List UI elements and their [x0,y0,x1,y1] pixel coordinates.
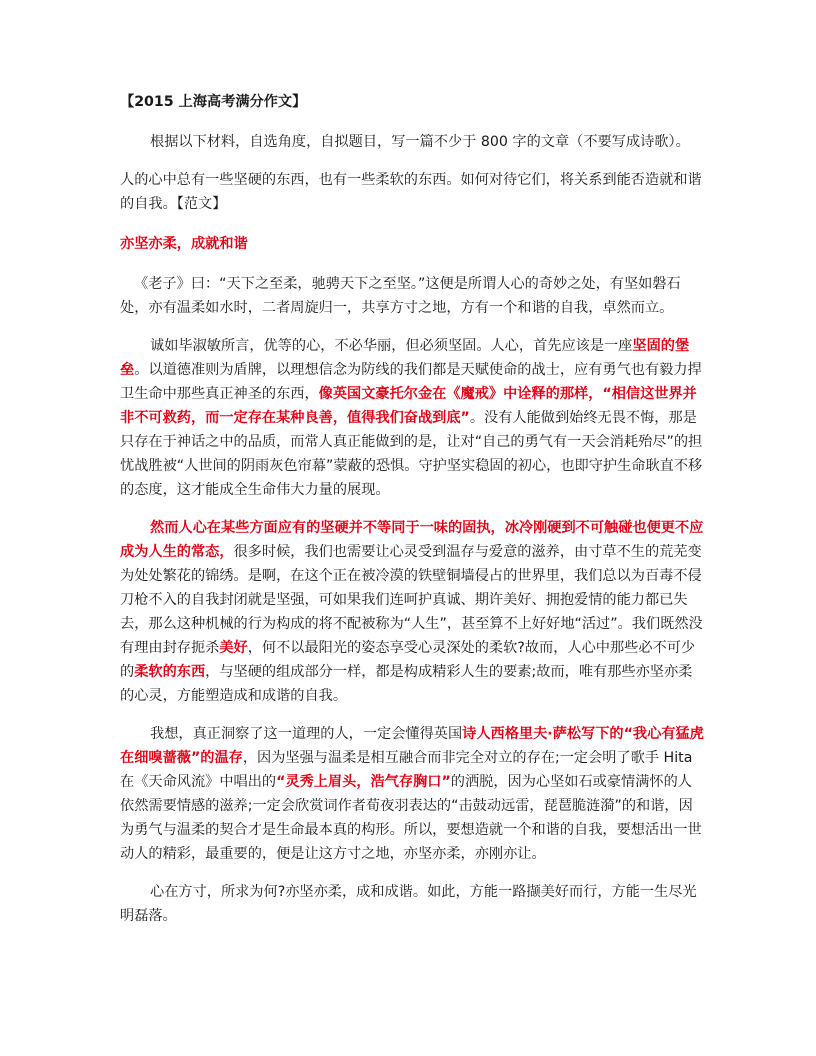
document-page [120,90,706,928]
prompt-instruction: 根据以下材料，自选角度，自拟题目，写一篇不少于 800 字的文章（不要写成诗歌）。 [150,134,690,150]
essay-paragraph-4 [120,722,706,866]
p2-highlight-tolkien: 像英国文豪托尔金在《魔戒》中诠释的那样，“相信这世界并非不可救药，而一定存在某种良善，值得我们奋战到底” [120,386,697,426]
p4-highlight-sassoon: 诗人西格里夫·萨松写下的“我心有猛虎在细嗅蔷薇”的温存 [120,726,704,766]
p2-text-e: 。没有人能做到始终无畏不悔，那是只存在于神话之中的品质，而常人真正能做到的是，让对“自己的勇气有一天会消耗殆尽”的担忧战胜被“人世间的阴雨灰色帘幕”蒙蔽的恐惧。守护坚实稳固的初心，也即守护生命耿直不移的态度，这才能成全生命伟大力量的展现。 [120,410,703,498]
essay-paragraph-1: 《老子》曰：“天下之至柔，驰骋天下之至坚。”这便是所谓人心的奇妙之处，有坚如磐石处，亦有温柔如水时，二者周旋归一，共享方寸之地，方有一个和谐的自我，卓然而立。 [120,276,681,316]
p2-text-c: 。以道德准则为盾牌，以理想信念为防线的我们都是天赋使命的战士，应有勇气也有毅力捍卫生命中那些真正神圣的东西， [120,362,702,402]
p3-text-b: 很多时候，我们也需要让心灵受到温存与爱意的滋养，由寸草不生的荒芜变为处处繁花的锦绣。是啊，在这个正在被冷漠的铁壁铜墙侵占的世界里，我们总以为百毒不侵刀枪不入的自我封闭就是坚强，可如果我们连呵护真诚、期许美好、拥抱爱情的能力都已失去，那么这种机械的行为构成的将不配被称为“人生”，甚至算不上好好地“活过”。我们既然没有理由封存扼杀 [120,544,703,656]
p2-text-a: 诚如毕淑敏所言，优等的心，不必华丽，但必须坚固。人心，首先应该是一座 [150,338,633,354]
essay-paragraph-2 [120,334,706,502]
essay-paragraph-3 [120,516,706,708]
p3-highlight-beauty: 美好 [219,640,248,656]
p4-text-a: 我想，真正洞察了这一道理的人，一定会懂得英国 [150,726,463,742]
p2-highlight-fortress: 坚固的堡垒 [120,338,690,378]
prompt-material: 人的心中总有一些坚硬的东西，也有一些柔软的东西。如何对待它们，将关系到能否造就和谐的自我。【范文】 [120,172,702,212]
p3-highlight-thesis: 然而人心在某些方面应有的坚硬并不等同于一味的固执，冰冷刚硬到不可触碰也便更不应成为人生的常态， [120,520,704,560]
p3-text-f: ，与坚硬的组成部分一样，都是构成精彩人生的要素;故而，唯有那些亦坚亦柔的心灵，方能塑造成和成谐的自我。 [120,664,693,704]
p4-highlight-hita: “灵秀上眉头，浩气存胸口” [276,774,451,790]
p4-text-c: ，因为坚强与温柔是相互融合而非完全对立的存在;一定会明了歌手 Hita 在《天命风流》中唱出的 [120,750,693,790]
p3-highlight-soft: 柔软的东西 [134,664,206,680]
essay-title: 亦坚亦柔，成就和谐 [120,236,248,252]
document-header: 【2015 上海高考满分作文】 [120,94,307,110]
p3-text-d: ，何不以最阳光的姿态享受心灵深处的柔软?故而，人心中那些必不可少的 [120,640,696,680]
p4-text-e: 的洒脱，因为心坚如石或豪情满怀的人依然需要情感的滋养;一定会欣赏词作者荀夜羽表达的“击鼓动远雷，琵琶脆涟漪”的和谐，因为勇气与温柔的契合才是生命最本真的构形。所以，要想造就一个和谐的自我，要想活出一世动人的精彩，最重要的，便是让这方寸之地，亦坚亦柔，亦刚亦让。 [120,774,702,862]
essay-paragraph-5: 心在方寸，所求为何?亦坚亦柔，成和成谐。如此，方能一路撷美好而行，方能一生尽光明磊落。 [120,884,697,924]
